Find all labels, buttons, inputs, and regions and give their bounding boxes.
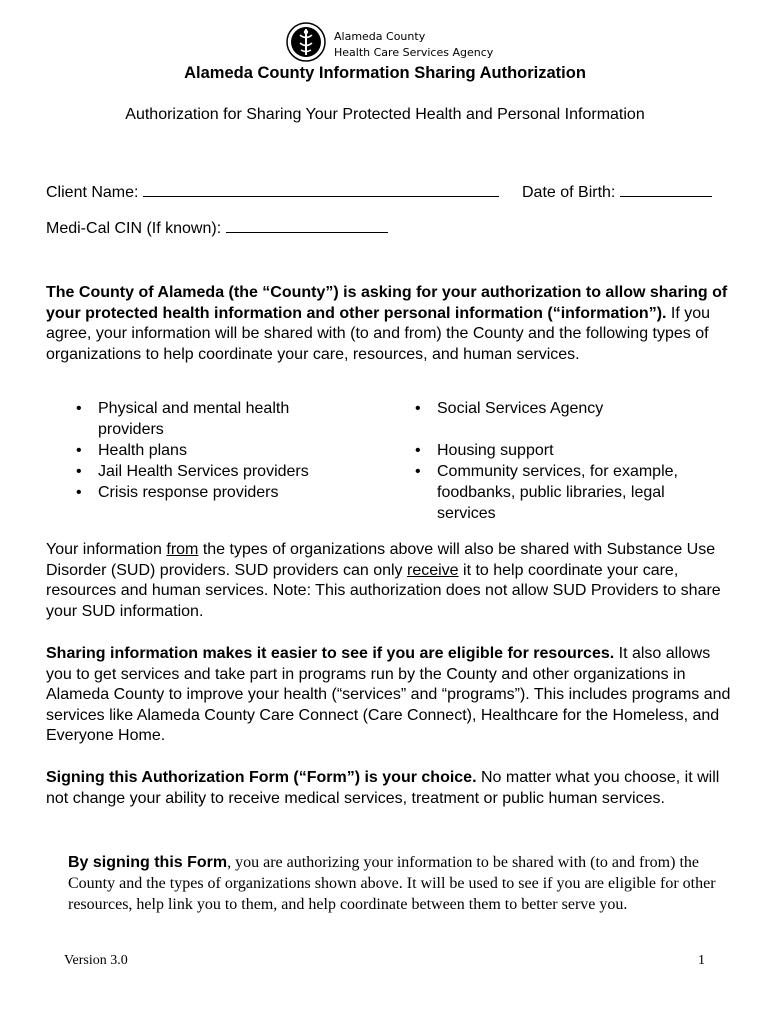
- sud-text-2: the types of organizations above will also be shared with Substance Use Disorder (SUD) providers. SUD providers can only: [46, 541, 716, 579]
- page-subtitle: Authorization for Sharing Your Protected Health and Personal Information: [125, 106, 645, 123]
- sharing-rest: It also allows you to get services and take part in programs run by the County and other organizations in Alameda County to improve your health (“services” and “programs”). This includes programs and services like Alameda County Care Connect (Care Connect), Healthcare for the Homeless, and Everyone Home.: [46, 645, 731, 744]
- list-item: • Physical and mental health providers: [70, 398, 340, 440]
- dob-input[interactable]: [620, 180, 712, 197]
- list-item: • Crisis response providers: [70, 482, 340, 503]
- agency-line1: Alameda County: [334, 30, 426, 43]
- client-name-input[interactable]: [143, 180, 499, 197]
- organization-list-right: [409, 398, 719, 524]
- list-item: • Community services, for example, foodbanks, public libraries, legal services: [409, 461, 719, 524]
- sharing-bold: Sharing information makes it easier to see if you are eligible for resources.: [46, 645, 615, 662]
- agency-name: [334, 29, 493, 61]
- signing-paragraph: [46, 768, 736, 809]
- client-name-label: Client Name:: [46, 184, 139, 201]
- organization-list-left: [70, 398, 340, 503]
- page-title: Alameda County Information Sharing Authorization: [184, 64, 586, 82]
- medical-cin-field[interactable]: [46, 216, 388, 238]
- sud-text-1: Your information: [46, 541, 167, 558]
- list-item: • Jail Health Services providers: [70, 461, 340, 482]
- sud-receive: receive: [407, 561, 459, 579]
- list-item: • Housing support: [409, 440, 719, 461]
- dob-label: Date of Birth:: [522, 184, 616, 201]
- dob-field[interactable]: [522, 180, 712, 202]
- sud-from: from: [166, 541, 199, 558]
- county-seal-icon: [286, 22, 326, 62]
- sud-paragraph: [46, 540, 736, 622]
- page-number: 1: [698, 953, 705, 968]
- list-item: • Health plans: [70, 440, 340, 461]
- by-signing-rest: , you are authorizing your information to be shared with (to and from) the County and the types of organizations shown above. It will be used to see if you are eligible for other resources, help link you to them, and help coordinate between them to better serve you.: [68, 854, 716, 913]
- intro-paragraph: [46, 283, 736, 365]
- sharing-paragraph: [46, 644, 736, 747]
- medical-cin-input[interactable]: [226, 216, 388, 233]
- agency-line2: Health Care Services Agency: [334, 46, 494, 59]
- client-name-field[interactable]: [46, 180, 499, 202]
- version-label: Version 3.0: [64, 953, 128, 968]
- sud-text-3: it to help coordinate your care, resources and human services. Note: This authorization does not allow SUD Providers to share your SUD information.: [46, 561, 721, 620]
- medical-cin-label: Medi-Cal CIN (If known):: [46, 220, 222, 237]
- intro-bold: The County of Alameda (the “County”) is asking for your authorization to allow sharing of your protected health information and other personal information (“information”).: [46, 284, 728, 322]
- by-signing-bold: By signing this Form: [68, 854, 228, 871]
- by-signing-paragraph: [68, 852, 718, 915]
- list-item: • Social Services Agency: [409, 398, 719, 419]
- signing-rest: No matter what you choose, it will not change your ability to receive medical services, treatment or public human services.: [46, 769, 720, 807]
- signing-bold: Signing this Authorization Form (“Form”) is your choice.: [46, 769, 477, 786]
- intro-rest: If you agree, your information will be shared with (to and from) the County and the following types of organizations to help coordinate your care, resources, and human services.: [46, 304, 711, 363]
